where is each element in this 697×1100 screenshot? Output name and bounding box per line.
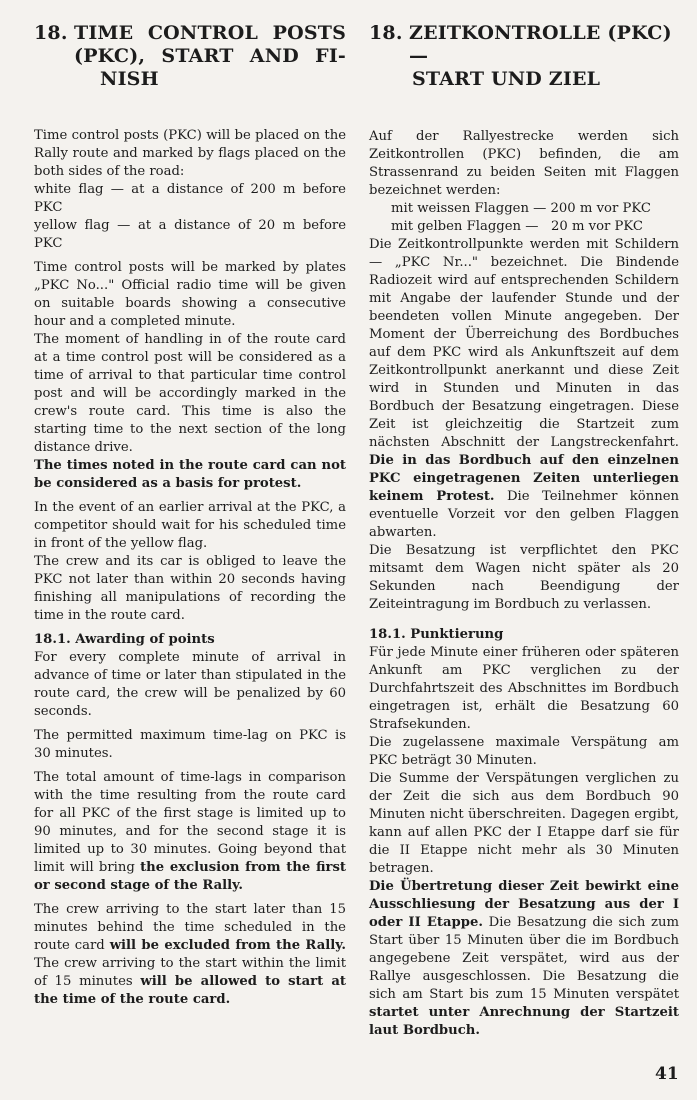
paragraph: For every complete minute of arrival in advance of time or later than stipulated in the route card, the crew will be penalized by 60 seconds.: [34, 650, 346, 719]
title-line-2-de: START UND ZIEL: [412, 68, 601, 90]
section-title-de: [369, 22, 679, 91]
body-en: [34, 127, 346, 1009]
english-column: [34, 22, 346, 1009]
paragraph: Die Besatzung ist verpflichtet den PKC mitsamt dem Wagen nicht später als 20 Sekunden nach Beendigung der Zeiteintragung im Bordbuch zu verlassen.: [369, 543, 679, 612]
paragraph: The total amount of time-lags in comparison with the time resulting from the route card for all PKC of the first stage is limited up to 90 minutes, and for the second stage it is limited up to 30 minutes. Going beyond that limit will bring the exclusion from the first or second stage of the Rally.: [34, 770, 346, 893]
german-column: [369, 22, 679, 1040]
paragraph: Die zugelassene maximale Verspätung am PKC beträgt 30 Minuten.: [369, 735, 679, 768]
section-number-de: 18.: [369, 22, 403, 44]
paragraph: Für jede Minute einer früheren oder späteren Ankunft am PKC verglichen zu der Durchfahrtszeit des Abschnittes im Bordbuch eingetragen ist, erhält die Besatzung 60 Strafsekunden.: [369, 645, 679, 732]
subsection-title-de: 18.1. Punktierung: [369, 627, 504, 642]
paragraph: Die Summe der Verspätungen verglichen zu der Zeit die sich aus dem Bordbuch 90 Minuten nicht überschreiten. Dagegen ergibt, kann auf allen PKC der I Etappe darf sie für die II Etappe nicht mehr als 30 Minuten betragen.: [369, 771, 679, 876]
subsection-title-en: 18.1. Awarding of points: [34, 632, 215, 647]
page-number: 41: [655, 1064, 679, 1084]
paragraph: Time control posts will be marked by plates „PKC No..." Official radio time will be given on suitable boards showing a consecutive hour and a completed minute.: [34, 260, 346, 329]
title-line-3-en: NISH: [100, 68, 159, 90]
paragraph: yellow flag — at a distance of 20 m before PKC: [34, 218, 346, 251]
paragraph: The crew and its car is obliged to leave the PKC not later than within 20 seconds having finishing all manipulations of recording the time in the route card.: [34, 554, 346, 623]
flag-row-white: mit weissen Flaggen — 200 m vor PKC: [391, 201, 651, 216]
paragraph: In the event of an earlier arrival at the PKC, a competitor should wait for his scheduled time in front of the yellow flag.: [34, 500, 346, 551]
paragraph: The crew arriving to the start later than 15 minutes behind the time scheduled in the route card will be excluded from the Rally. The crew arriving to the start within the limit of 15 minutes will be allowed to start at the time of the route card.: [34, 902, 346, 1007]
title-line-1-en: TIME CONTROL POSTS: [74, 22, 346, 44]
paragraph: Die Übertretung dieser Zeit bewirkt eine Ausschliesung der Besatzung aus der I oder II Etappe. Die Besatzung die sich zum Start über 15 Minuten über die im Bordbuch angegebene Zeit verspätet, wird aus der Rallye ausgeschlossen. Die Besatzung die sich am Start bis zum 15 Minuten verspätet startet unter Anrechnung der Startzeit laut Bordbuch.: [369, 879, 679, 1038]
paragraph: Auf der Rallyestrecke werden sich Zeitkontrollen (PKC) befinden, die am Strassenrand zu beiden Seiten mit Flaggen bezeichnet werden:: [369, 129, 679, 198]
body-de: [369, 128, 679, 1040]
title-line-1-de: ZEITKONTROLLE (PKC) —: [409, 22, 672, 67]
paragraph: Time control posts (PKC) will be placed on the Rally route and marked by flags placed on the both sides of the road:: [34, 128, 346, 179]
paragraph: Die Zeitkontrollpunkte werden mit Schildern — „PKC Nr..." bezeichnet. Die Bindende Radiozeit wird auf entsprechenden Schildern mit Angabe der laufender Stunde und der beendeten vollen Minute angegeben. Der Moment der Überreichung des Bordbuches auf dem PKC wird als Ankunftszeit auf dem Zeitkontrollpunkt anerkannt und diese Zeit wird in Stunden und Minuten in das Bordbuch der Besatzung eingetragen. Diese Zeit ist gleichzeitig die Startzeit zum nächsten Abschnitt der Langstreckenfahrt. Die in das Bordbuch auf den einzelnen PKC eingetragenen Zeiten unterliegen keinem Protest. Die Teilnehmer können eventuelle Vorzeit vor den gelben Flaggen abwarten.: [369, 237, 679, 540]
paragraph: The permitted maximum time-lag on PKC is 30 minutes.: [34, 728, 346, 761]
section-title-en: [34, 22, 346, 91]
paragraph: white flag — at a distance of 200 m before PKC: [34, 182, 346, 215]
flag-list: [369, 200, 679, 236]
title-line-2-en: (PKC), START AND FI-: [74, 45, 346, 67]
flag-row-yellow: mit gelben Flaggen — 20 m vor PKC: [391, 219, 643, 234]
section-number-en: 18.: [34, 22, 68, 44]
paragraph: The moment of handling in of the route card at a time control post will be considered as a time of arrival to that particular time control post and will be accordingly marked in the crew's route card. This time is also the starting time to the next section of the long distance drive.: [34, 332, 346, 455]
bold-notice: The times noted in the route card can not be considered as a basis for protest.: [34, 458, 346, 491]
